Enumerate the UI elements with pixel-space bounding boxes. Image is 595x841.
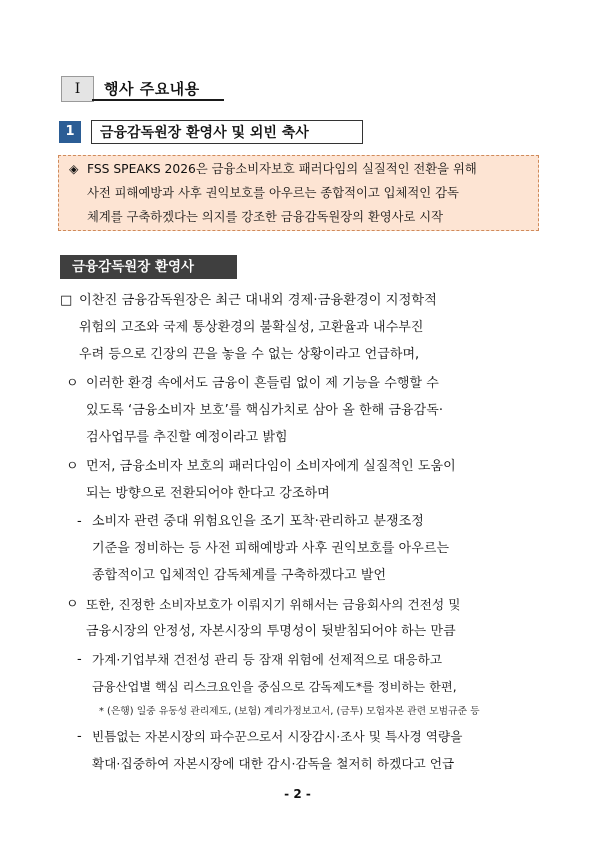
paragraph-3-line-1: 먼저, 금융소비자 보호의 패러다임이 소비자에게 실질적인 도움이 xyxy=(86,459,456,474)
paragraph-2-line-1: 이러한 환경 속에서도 금융이 흔들림 없이 제 기능을 수행할 수 xyxy=(86,376,439,391)
dash-bullet-icon: - xyxy=(77,652,82,667)
circle-bullet-icon: ㅇ xyxy=(66,459,79,474)
footnote: * (은행) 일중 유동성 관리제도, (보험) 계리가정보고서, (금투) 모험자본 관련 모범규준 등 xyxy=(99,706,480,717)
welcome-speech-banner: 금융감독원장 환영사 xyxy=(60,255,237,279)
paragraph-7-line-2: 확대·집중하여 자본시장에 대한 감시·감독을 철저히 하겠다고 언급 xyxy=(92,756,455,771)
paragraph-1-line-1: 이찬진 금융감독원장은 최근 대내외 경제·금융환경이 지정학적 xyxy=(79,293,437,308)
paragraph-5-line-1: 또한, 진정한 소비자보호가 이뤄지기 위해서는 금융회사의 건전성 및 xyxy=(86,597,461,612)
section-underline xyxy=(92,99,224,101)
summary-line-3: 체계를 구축하겠다는 의지를 강조한 금융감독원장의 환영사로 시작 xyxy=(87,210,444,224)
paragraph-7-line-1: 빈틈없는 자본시장의 파수꾼으로서 시장감시·조사 및 특사경 역량을 xyxy=(92,729,463,744)
circle-bullet-icon: ㅇ xyxy=(66,376,79,391)
subsection-number: 1 xyxy=(59,121,81,143)
summary-line-2: 사전 피해예방과 사후 권익보호를 아우르는 종합적이고 입체적인 감독 xyxy=(87,186,459,200)
summary-line-1: FSS SPEAKS 2026은 금융소비자보호 패러다임의 실질적인 전환을 위해 xyxy=(87,162,477,176)
dash-bullet-icon: - xyxy=(77,729,82,744)
dash-bullet-icon: - xyxy=(77,514,82,529)
paragraph-1-line-2: 위험의 고조와 국제 통상환경의 불확실성, 고환율과 내수부진 xyxy=(79,320,424,335)
section-number: Ⅰ xyxy=(61,76,94,102)
subsection-title: 금융감독원장 환영사 및 외빈 축사 xyxy=(91,120,363,144)
paragraph-4-line-1: 소비자 관련 중대 위험요인을 조기 포착·관리하고 분쟁조정 xyxy=(92,514,424,529)
square-bullet-icon: □ xyxy=(60,293,73,308)
circle-bullet-icon: ㅇ xyxy=(66,597,79,612)
diamond-marker-icon: ◈ xyxy=(69,162,79,176)
paragraph-1-line-3: 우려 등으로 긴장의 끈을 놓을 수 없는 상황이라고 언급하며, xyxy=(79,347,420,362)
paragraph-5-line-2: 금융시장의 안정성, 자본시장의 투명성이 뒷받침되어야 하는 만큼 xyxy=(86,624,456,639)
summary-box xyxy=(58,155,539,231)
page-number: - 2 - xyxy=(284,787,311,801)
paragraph-6-line-1: 가계·기업부채 건전성 관리 등 잠재 위험에 선제적으로 대응하고 xyxy=(92,652,443,667)
section-title: 행사 주요내용 xyxy=(104,80,200,98)
paragraph-2-line-3: 검사업무를 추진할 예정이라고 밝힘 xyxy=(86,430,288,445)
paragraph-6-line-2: 금융산업별 핵심 리스크요인을 중심으로 감독제도*를 정비하는 한편, xyxy=(92,680,457,694)
paragraph-4-line-2: 기준을 정비하는 등 사전 피해예방과 사후 권익보호를 아우르는 xyxy=(92,541,450,556)
paragraph-2-line-2: 있도록 ‘금융소비자 보호’를 핵심가치로 삼아 올 한해 금융감독· xyxy=(86,403,444,418)
paragraph-4-line-3: 종합적이고 입체적인 감독체계를 구축하겠다고 발언 xyxy=(92,568,387,583)
paragraph-3-line-2: 되는 방향으로 전환되어야 한다고 강조하며 xyxy=(86,486,330,501)
